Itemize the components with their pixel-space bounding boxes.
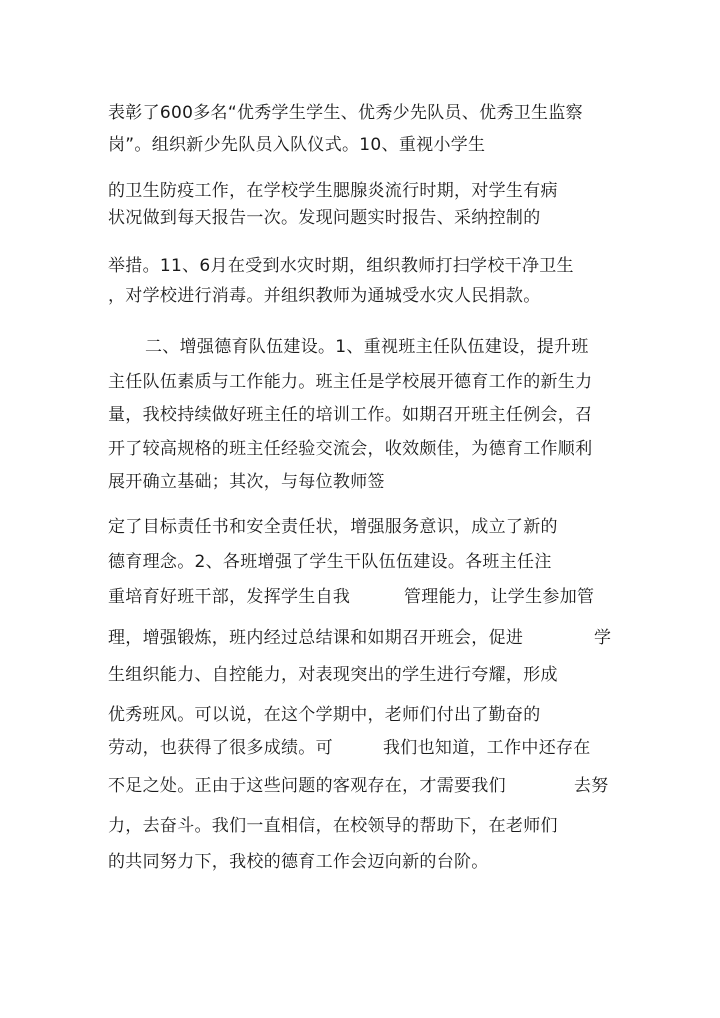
text-line-4: 状况做到每天报告一次。发现问题实时报告、采纳控制的 (108, 208, 541, 228)
text-line-19-left: 不足之处。正由于这些问题的客观存在，才需要我们 (108, 776, 506, 796)
text-line-1: 表彰了600多名“优秀学生学生、优秀少先队员、优秀卫生监察 (108, 103, 583, 123)
text-line-18-left: 劳动，也获得了很多成绩。可 (108, 738, 333, 758)
text-line-13: 德育理念。2、各班增强了学生干队伍伍建设。各班主任注 (108, 552, 552, 572)
text-line-17: 优秀班风。可以说，在这个学期中，老师们付出了勤奋的 (108, 705, 541, 725)
text-line-9: 量，我校持续做好班主任的培训工作。如期召开班主任例会，召 (108, 405, 593, 425)
text-line-20: 力，去奋斗。我们一直相信，在校领导的帮助下，在老师们 (108, 816, 558, 836)
text-line-15-right: 学 (594, 628, 612, 648)
text-line-12: 定了目标责任书和安全责任状，增强服务意识，成立了新的 (108, 517, 558, 537)
text-line-11: 展开确立基础；其次，与每位教师签 (108, 472, 385, 492)
text-line-6: ，对学校进行消毒。并组织教师为通城受水灾人民捐款。 (108, 286, 541, 306)
text-line-5: 举措。11、6月在受到水灾时期，组织教师打扫学校干净卫生 (108, 256, 574, 276)
text-line-21: 的共同努力下，我校的德育工作会迈向新的台阶。 (108, 852, 489, 872)
text-line-2: 岗”。组织新少先队员入队仪式。10、重视小学生 (108, 135, 486, 155)
text-line-18 (108, 738, 608, 758)
text-line-15 (108, 628, 618, 648)
text-line-8: 主任队伍素质与工作能力。班主任是学校展开德育工作的新生力 (108, 372, 593, 392)
text-line-10: 开了较高规格的班主任经验交流会，收效颇佳，为德育工作顺利 (108, 439, 593, 459)
paragraph-heading-line: 二、增强德育队伍建设。1、重视班主任队伍建设，提升班 (145, 337, 589, 357)
text-line-18-right: 我们也知道，工作中还存在 (383, 738, 591, 758)
text-line-14-right: 管理能力，让学生参加管 (404, 587, 595, 607)
text-line-14-left: 重培育好班干部，发挥学生自我 (108, 587, 351, 607)
text-line-15-left: 理，增强锻炼，班内经过总结课和如期召开班会，促进 (108, 628, 524, 648)
text-line-16: 生组织能力、自控能力，对表现突出的学生进行夸耀，形成 (108, 665, 558, 685)
text-line-19-right: 去努 (574, 776, 609, 796)
text-line-19 (108, 776, 608, 796)
text-line-3: 的卫生防疫工作，在学校学生腮腺炎流行时期，对学生有病 (108, 181, 558, 201)
text-line-14 (108, 587, 608, 607)
